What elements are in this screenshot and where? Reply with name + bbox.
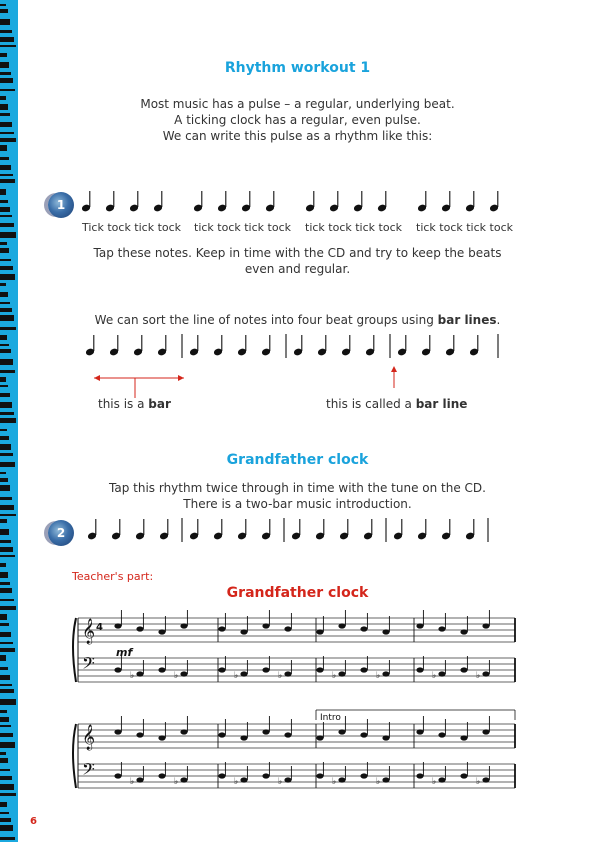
- stripe-key: [0, 96, 6, 100]
- flat-icon: ♭: [174, 777, 179, 787]
- stripe-key: [0, 138, 16, 142]
- stripe-key: [0, 393, 10, 397]
- cd-track-icon-2: [48, 520, 74, 546]
- treble-note: [180, 623, 187, 628]
- stripe-key: [0, 582, 10, 585]
- tick-label-3: tick tock tick tock: [305, 221, 402, 234]
- barline-arrow-head: [391, 366, 397, 372]
- stripe-key: [0, 453, 13, 456]
- bar-label-term: bar: [148, 397, 171, 411]
- stripe-key: [0, 37, 14, 42]
- bar-label-pre: this is a: [98, 397, 149, 411]
- treble-note: [316, 629, 323, 634]
- stripe-key: [0, 648, 15, 652]
- stripe-key: [0, 248, 9, 253]
- stripe-key: [0, 78, 13, 83]
- stripe-key: [0, 717, 9, 722]
- stripe-key: [0, 385, 8, 387]
- stripe-key: [0, 132, 14, 134]
- stripe-key: [0, 174, 13, 176]
- stripe-key: [0, 359, 13, 365]
- stripe-key: [0, 315, 14, 321]
- grandfather-instruction-line-2: There is a two-bar music introduction.: [183, 497, 412, 511]
- intro-line-1: Most music has a pulse – a regular, underlying beat.: [140, 97, 455, 111]
- treble-note: [284, 626, 291, 631]
- grandfather-instruction: [60, 480, 535, 512]
- treble-note: [240, 629, 247, 634]
- stripe-key: [0, 4, 6, 6]
- bass-note: [338, 777, 345, 782]
- stripe-key: [0, 769, 10, 771]
- treble-note: [382, 735, 389, 740]
- stripe-key: [0, 725, 11, 727]
- bass-clef-icon: 𝄢: [82, 759, 95, 783]
- treble-clef-icon: 𝄞: [82, 725, 96, 750]
- tap-instruction-line-1: Tap these notes. Keep in time with the CD and try to keep the beats: [93, 246, 502, 260]
- treble-note: [416, 729, 423, 734]
- flat-icon: ♭: [234, 777, 239, 787]
- bass-note: [114, 667, 121, 672]
- intro-line-2: A ticking clock has a regular, even pulse.: [174, 113, 421, 127]
- stripe-key: [0, 402, 12, 408]
- flat-icon: ♭: [432, 671, 437, 681]
- stripe-key: [0, 232, 16, 238]
- stripe-key: [0, 540, 11, 543]
- stripe-key: [0, 812, 9, 814]
- flat-icon: ♭: [234, 671, 239, 681]
- brace: [73, 618, 76, 682]
- stripe-key: [0, 793, 16, 796]
- score-title: Grandfather clock: [226, 585, 369, 601]
- flat-icon: ♭: [278, 671, 283, 681]
- bass-note: [338, 671, 345, 676]
- flat-icon: ♭: [332, 671, 337, 681]
- bass-note: [218, 667, 225, 672]
- stripe-key: [0, 555, 15, 557]
- stripe-key: [0, 519, 7, 523]
- bass-note: [316, 773, 323, 778]
- stripe-key: [0, 485, 10, 491]
- stripe-key: [0, 122, 12, 127]
- treble-note: [262, 623, 269, 628]
- stripe-key: [0, 710, 7, 713]
- treble-note: [460, 629, 467, 634]
- stripe-key: [0, 283, 6, 286]
- treble-note: [460, 735, 467, 740]
- tap-instruction-line-2: even and regular.: [244, 262, 351, 276]
- stripe-key: [0, 623, 9, 626]
- bass-note: [240, 671, 247, 676]
- bass-note: [262, 773, 269, 778]
- bass-note: [438, 671, 445, 676]
- bass-note: [136, 777, 143, 782]
- pulse-rhythm-line: [80, 186, 520, 216]
- stripe-key: [0, 733, 13, 737]
- treble-note: [240, 735, 247, 740]
- bass-note: [360, 667, 367, 672]
- stripe-key: [0, 429, 7, 431]
- bass-clef-icon: 𝄢: [82, 653, 95, 677]
- bass-note: [382, 777, 389, 782]
- treble-note: [482, 729, 489, 734]
- section-title-grandfather-clock: Grandfather clock: [226, 452, 369, 468]
- stripe-key: [0, 9, 8, 13]
- piano-score: [70, 606, 520, 806]
- bass-note: [460, 667, 467, 672]
- flat-icon: ♭: [332, 777, 337, 787]
- bass-note: [284, 777, 291, 782]
- treble-note: [438, 732, 445, 737]
- treble-note: [262, 729, 269, 734]
- stripe-key: [0, 89, 15, 91]
- treble-note: [218, 626, 225, 631]
- treble-note: [284, 732, 291, 737]
- tap-instruction: [60, 245, 535, 277]
- treble-note: [136, 626, 143, 631]
- treble-note: [136, 732, 143, 737]
- stripe-key: [0, 642, 13, 644]
- stripe-key: [0, 699, 16, 705]
- treble-note: [180, 729, 187, 734]
- barline-label: [326, 396, 467, 412]
- stripe-key: [0, 207, 10, 212]
- stripe-key: [0, 302, 10, 304]
- stripe-key: [0, 563, 6, 567]
- stripe-key: [0, 242, 7, 245]
- flat-icon: ♭: [476, 777, 481, 787]
- treble-note: [360, 732, 367, 737]
- stripe-key: [0, 200, 8, 203]
- tick-label-1: Tick tock tick tock: [82, 221, 182, 234]
- cd-track-number-2: 2: [56, 526, 66, 540]
- stripe-key: [0, 529, 9, 535]
- treble-note: [218, 732, 225, 737]
- bar-lines-term: bar lines: [437, 313, 497, 327]
- stripe-key: [0, 675, 10, 680]
- stripe-key: [0, 349, 11, 353]
- treble-note: [114, 623, 121, 628]
- flat-icon: ♭: [174, 671, 179, 681]
- treble-note: [338, 729, 345, 734]
- stripe-key: [0, 215, 12, 217]
- arrow-head-left: [94, 375, 100, 381]
- stripe-key: [0, 292, 8, 297]
- bass-note: [482, 777, 489, 782]
- grandfather-instruction-line-1: Tap this rhythm twice through in time with the tune on the CD.: [109, 481, 486, 495]
- treble-note: [338, 623, 345, 628]
- stripe-key: [0, 497, 12, 500]
- treble-clef-icon: 𝄞: [82, 619, 96, 644]
- stripe-key: [0, 223, 14, 227]
- stripe-key: [0, 344, 9, 346]
- grandfather-rhythm-line: [80, 514, 520, 544]
- treble-note: [438, 626, 445, 631]
- stripe-key: [0, 505, 14, 510]
- stripe-key: [0, 758, 8, 763]
- stripe-key: [0, 266, 13, 270]
- page-number: 6: [30, 816, 37, 827]
- stripe-key: [0, 614, 7, 620]
- bass-note: [218, 773, 225, 778]
- stripe-key: [0, 825, 13, 831]
- stripe-key: [0, 588, 12, 593]
- stripe-key: [0, 436, 9, 440]
- treble-note: [158, 735, 165, 740]
- bass-note: [482, 671, 489, 676]
- bass-note: [416, 773, 423, 778]
- intro-label: Intro: [320, 713, 341, 723]
- bass-note: [284, 671, 291, 676]
- stripe-key: [0, 837, 15, 840]
- stripe-key: [0, 259, 11, 261]
- stripe-key: [0, 30, 12, 33]
- stripe-key: [0, 689, 14, 693]
- treble-note: [158, 629, 165, 634]
- flat-icon: ♭: [376, 777, 381, 787]
- intro-text: [60, 96, 535, 144]
- brace: [73, 724, 76, 788]
- stripe-key: [0, 179, 15, 183]
- flat-icon: ♭: [130, 671, 135, 681]
- stripe-key: [0, 377, 6, 382]
- bass-note: [240, 777, 247, 782]
- stripe-key: [0, 818, 11, 822]
- bass-note: [114, 773, 121, 778]
- stripe-key: [0, 784, 14, 790]
- stripe-key: [0, 684, 12, 686]
- bass-note: [382, 671, 389, 676]
- bass-note: [416, 667, 423, 672]
- decorative-side-stripe: [0, 0, 18, 842]
- stripe-key: [0, 802, 7, 807]
- barline-label-term: bar line: [415, 397, 468, 411]
- stripe-key: [0, 45, 16, 47]
- treble-note: [360, 626, 367, 631]
- stripe-key: [0, 308, 12, 312]
- bass-note: [360, 773, 367, 778]
- stripe-pattern: [0, 0, 18, 842]
- bass-note: [180, 671, 187, 676]
- time-signature: 4: [96, 622, 103, 633]
- stripe-key: [0, 599, 14, 601]
- treble-note: [114, 729, 121, 734]
- bass-note: [180, 777, 187, 782]
- stripe-key: [0, 472, 6, 474]
- stripe-key: [0, 104, 8, 110]
- stripe-key: [0, 572, 8, 578]
- bass-note: [158, 773, 165, 778]
- flat-icon: ♭: [376, 671, 381, 681]
- stripe-key: [0, 412, 14, 415]
- stripe-key: [0, 667, 8, 670]
- stripe-key: [0, 72, 11, 75]
- teachers-part-label: Teacher's part:: [72, 570, 154, 583]
- barline-label-pre: this is called a: [326, 397, 416, 411]
- stripe-key: [0, 478, 8, 482]
- treble-note: [382, 629, 389, 634]
- treble-note: [316, 735, 323, 740]
- stripe-key: [0, 274, 15, 280]
- stripe-key: [0, 514, 16, 516]
- treble-note: [416, 623, 423, 628]
- cd-track-number: 1: [56, 198, 66, 212]
- stripe-key: [0, 327, 16, 330]
- bar-lines-sentence-post: .: [496, 313, 501, 327]
- stripe-key: [0, 113, 10, 116]
- intro-line-3: We can write this pulse as a rhythm like this:: [162, 129, 433, 143]
- stripe-key: [0, 655, 6, 661]
- stripe-key: [0, 189, 6, 195]
- bass-note: [262, 667, 269, 672]
- stripe-key: [0, 53, 7, 57]
- flat-icon: ♭: [278, 777, 283, 787]
- cd-track-icon: [48, 192, 74, 218]
- flat-icon: ♭: [432, 777, 437, 787]
- bar-label: [98, 396, 171, 412]
- stripe-key: [0, 444, 11, 450]
- stripe-key: [0, 19, 10, 25]
- bar-lines-sentence: [60, 312, 535, 328]
- stripe-key: [0, 547, 13, 552]
- arrow-head-right: [178, 375, 184, 381]
- stripe-key: [0, 462, 15, 467]
- treble-note: [482, 623, 489, 628]
- bass-note: [316, 667, 323, 672]
- stripe-key: [0, 776, 12, 780]
- stripe-key: [0, 632, 11, 637]
- bass-note: [438, 777, 445, 782]
- flat-icon: ♭: [476, 671, 481, 681]
- bar-lines-sentence-pre: We can sort the line of notes into four beat groups using: [94, 313, 438, 327]
- stripe-key: [0, 742, 15, 748]
- stripe-key: [0, 165, 11, 170]
- stripe-key: [0, 62, 9, 68]
- stripe-key: [0, 606, 16, 610]
- bass-note: [136, 671, 143, 676]
- tick-label-2: tick tock tick tock: [194, 221, 291, 234]
- stripe-key: [0, 157, 9, 160]
- flat-icon: ♭: [130, 777, 135, 787]
- stripe-key: [0, 370, 15, 373]
- stripe-key: [0, 145, 7, 151]
- stripe-key: [0, 335, 7, 340]
- bass-note: [460, 773, 467, 778]
- bass-note: [158, 667, 165, 672]
- stripe-key: [0, 418, 16, 423]
- stripe-key: [0, 752, 6, 755]
- dynamic-marking: mf: [116, 646, 133, 659]
- section-title-rhythm-workout: Rhythm workout 1: [224, 60, 371, 76]
- tick-label-4: tick tock tick tock: [416, 221, 513, 234]
